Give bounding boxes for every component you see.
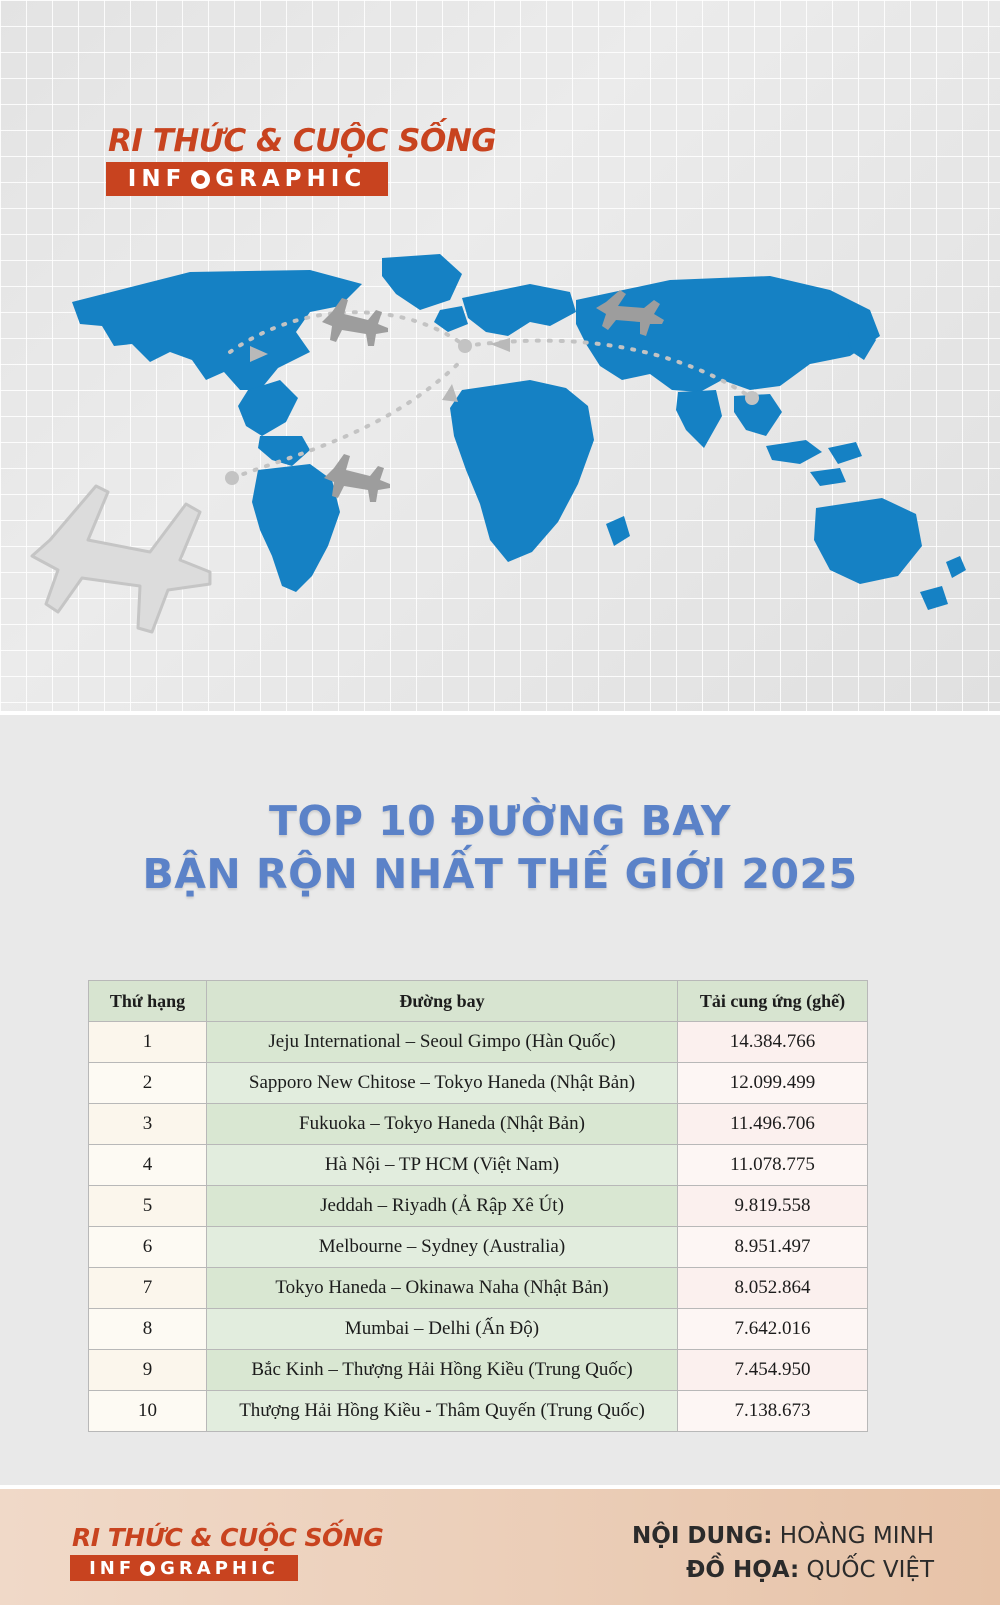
route-dot-icon [745, 391, 759, 405]
cell-seats: 7.642.016 [678, 1309, 868, 1350]
cell-route: Tokyo Haneda – Okinawa Naha (Nhật Bản) [207, 1268, 678, 1309]
route-dot-icon [458, 339, 472, 353]
brand-name: RI THỨC & CUỘC SỐNG [108, 123, 497, 159]
brand-infographic-bar [106, 162, 388, 196]
cell-rank: 2 [89, 1063, 207, 1104]
brand-infographic-word2: GRAPHIC [215, 166, 367, 192]
table-row [89, 1268, 868, 1309]
footer-infographic-bar [70, 1555, 298, 1581]
credit-content [632, 1519, 934, 1553]
table-row [89, 1145, 868, 1186]
footer-brand-name: RI THỨC & CUỘC SỐNG [72, 1523, 384, 1552]
credit-content-label: NỘI DUNG: [632, 1523, 773, 1549]
page-title-line1: TOP 10 ĐƯỜNG BAY [269, 797, 731, 845]
cell-seats: 7.138.673 [678, 1391, 868, 1432]
routes-table-wrapper [88, 980, 868, 1432]
cell-rank: 9 [89, 1350, 207, 1391]
cell-seats: 11.496.706 [678, 1104, 868, 1145]
cell-route: Jeddah – Riyadh (Ả Rập Xê Út) [207, 1186, 678, 1227]
routes-table [88, 980, 868, 1432]
cell-rank: 10 [89, 1391, 207, 1432]
airplane-large-icon [32, 486, 210, 632]
cell-route: Sapporo New Chitose – Tokyo Haneda (Nhật Bản) [207, 1063, 678, 1104]
cell-rank: 6 [89, 1227, 207, 1268]
cell-rank: 5 [89, 1186, 207, 1227]
cell-rank: 3 [89, 1104, 207, 1145]
cell-route: Thượng Hải Hồng Kiều - Thâm Quyến (Trung Quốc) [207, 1391, 678, 1432]
cell-route: Melbourne – Sydney (Australia) [207, 1227, 678, 1268]
page-title-line2: BẬN RỘN NHẤT THẾ GIỚI 2025 [142, 850, 858, 898]
cell-rank: 8 [89, 1309, 207, 1350]
logo-o-icon [191, 170, 210, 189]
footer-brand-logo [70, 1515, 384, 1581]
credit-graphic-label: ĐỒ HỌA: [686, 1557, 800, 1583]
column-header-seats: Tải cung ứng (ghế) [678, 981, 868, 1022]
cell-route: Fukuoka – Tokyo Haneda (Nhật Bản) [207, 1104, 678, 1145]
footer-infographic-word1: INF [89, 1557, 136, 1579]
continents-shape [72, 254, 966, 610]
arrow-icon [442, 384, 458, 402]
table-row [89, 1022, 868, 1063]
cell-seats: 9.819.558 [678, 1186, 868, 1227]
credits [632, 1519, 934, 1587]
cell-route: Jeju International – Seoul Gimpo (Hàn Quốc) [207, 1022, 678, 1063]
cell-seats: 7.454.950 [678, 1350, 868, 1391]
brand-infographic-word1: INF [127, 166, 187, 192]
brand-logo [106, 112, 497, 196]
cell-rank: 7 [89, 1268, 207, 1309]
column-header-rank: Thứ hạng [89, 981, 207, 1022]
world-map [10, 240, 990, 660]
airplane-icon [324, 454, 390, 502]
route-dot-icon [225, 471, 239, 485]
footer-bar [0, 1485, 1000, 1605]
column-header-route: Đường bay [207, 981, 678, 1022]
cell-route: Mumbai – Delhi (Ấn Độ) [207, 1309, 678, 1350]
cell-seats: 8.052.864 [678, 1268, 868, 1309]
credit-graphic [632, 1553, 934, 1587]
table-header-row [89, 981, 868, 1022]
credit-graphic-value: QUỐC VIỆT [806, 1557, 934, 1583]
cell-seats: 11.078.775 [678, 1145, 868, 1186]
cell-route: Hà Nội – TP HCM (Việt Nam) [207, 1145, 678, 1186]
table-row [89, 1391, 868, 1432]
arrow-icon [490, 338, 510, 352]
logo-o-icon [140, 1561, 155, 1576]
cell-rank: 1 [89, 1022, 207, 1063]
hero-map-panel [0, 0, 1000, 715]
cell-seats: 8.951.497 [678, 1227, 868, 1268]
cell-seats: 12.099.499 [678, 1063, 868, 1104]
table-row [89, 1227, 868, 1268]
cell-rank: 4 [89, 1145, 207, 1186]
credit-content-value: HOÀNG MINH [779, 1523, 934, 1549]
table-row [89, 1063, 868, 1104]
page-title [0, 795, 1000, 901]
cell-route: Bắc Kinh – Thượng Hải Hồng Kiều (Trung Quốc) [207, 1350, 678, 1391]
cell-seats: 14.384.766 [678, 1022, 868, 1063]
table-row [89, 1186, 868, 1227]
footer-infographic-word2: GRAPHIC [160, 1557, 279, 1579]
table-row [89, 1104, 868, 1145]
table-row [89, 1350, 868, 1391]
table-row [89, 1309, 868, 1350]
